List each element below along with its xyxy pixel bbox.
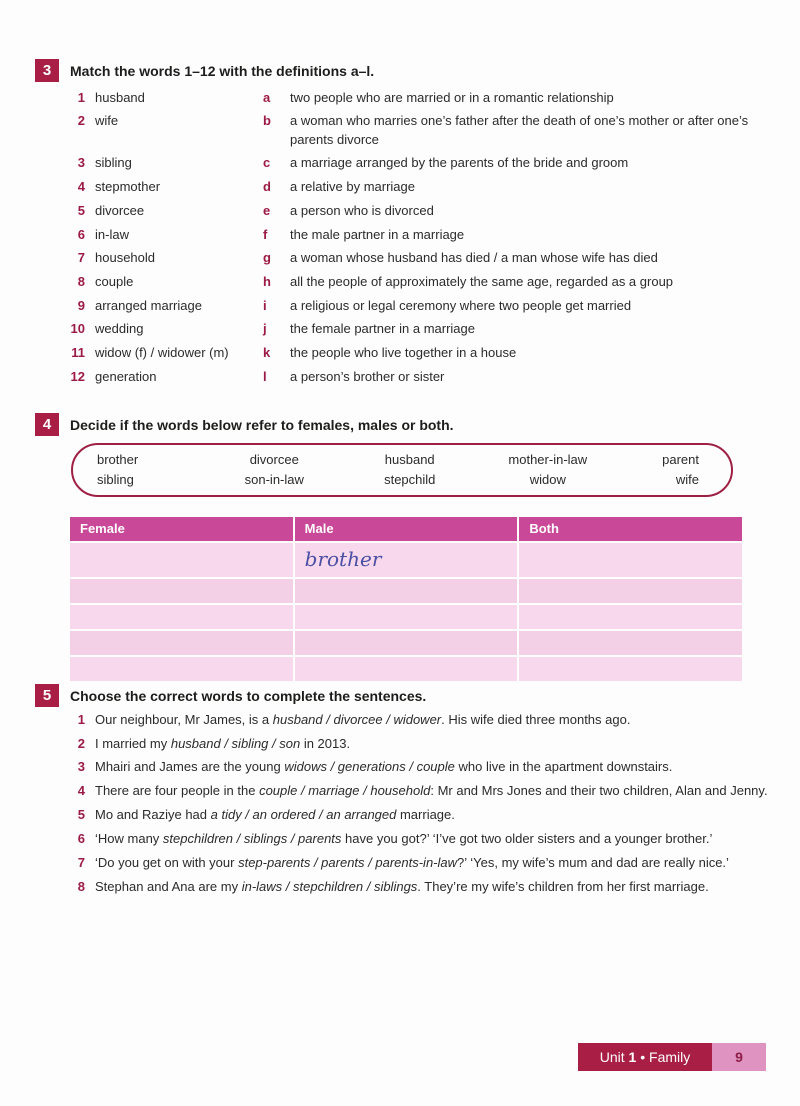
word-box-item: mother-in-law bbox=[508, 452, 588, 467]
option-choices: husband / sibling / son bbox=[170, 735, 301, 751]
word-number: 3 bbox=[77, 155, 85, 171]
sentence-fragment: have you got?’ ‘I’ve got two older sisters and a younger brother.’ bbox=[341, 831, 713, 847]
sentence-number: 2 bbox=[77, 735, 85, 751]
table-cell bbox=[70, 543, 293, 577]
definition-text: all the people of approximately the same age, regarded as a group bbox=[290, 273, 674, 289]
definition-letter: g bbox=[263, 250, 271, 266]
word-box-item: parent bbox=[662, 452, 699, 467]
page-number: 9 bbox=[712, 1043, 766, 1071]
sentence-text bbox=[95, 735, 776, 754]
definition-letter: e bbox=[263, 202, 271, 218]
match-row bbox=[63, 318, 770, 342]
word-box-item: wife bbox=[675, 472, 699, 487]
match-list bbox=[63, 86, 770, 389]
exercise-5-header bbox=[35, 684, 770, 707]
definition-letter: i bbox=[263, 297, 267, 313]
sentence-fragment: in 2013. bbox=[300, 735, 351, 751]
sentence-fragment: Mo and Raziye had bbox=[95, 807, 211, 823]
sentence-row bbox=[63, 708, 776, 732]
definition-text: a person who is divorced bbox=[290, 202, 434, 218]
sentence-fragment: Stephan and Ana are my bbox=[95, 878, 242, 894]
table-row bbox=[70, 605, 742, 629]
sentence-number: 4 bbox=[77, 783, 85, 799]
definition-text: the male partner in a marriage bbox=[290, 226, 465, 242]
sentence-number: 7 bbox=[77, 854, 85, 870]
word-text: divorcee bbox=[95, 202, 145, 218]
definition-text: the female partner in a marriage bbox=[290, 321, 475, 337]
word-box-item: sibling bbox=[97, 472, 134, 487]
definition-letter: b bbox=[263, 113, 271, 129]
sentence-text bbox=[95, 806, 776, 825]
sentence-fragment: . His wife died three months ago. bbox=[441, 711, 631, 727]
exercise-4-badge: 4 bbox=[35, 413, 59, 436]
word-number: 5 bbox=[77, 202, 85, 218]
table-header-cell: Male bbox=[295, 517, 518, 541]
sentence-fragment: Mhairi and James are the young bbox=[95, 759, 285, 775]
match-row bbox=[63, 199, 770, 223]
word-number: 4 bbox=[77, 179, 85, 195]
match-row bbox=[63, 86, 770, 110]
table-row bbox=[70, 543, 742, 577]
sentence-row bbox=[63, 827, 776, 851]
option-choices: step-parents / parents / parents-in-law bbox=[238, 854, 458, 870]
word-box bbox=[71, 443, 733, 497]
sentence-number: 5 bbox=[77, 807, 85, 823]
exercise-4-title: Decide if the words below refer to females, males or both. bbox=[70, 417, 454, 433]
sentence-row bbox=[63, 804, 776, 828]
word-text: stepmother bbox=[95, 179, 161, 195]
sentence-number: 8 bbox=[77, 878, 85, 894]
definition-letter: c bbox=[263, 155, 271, 171]
word-number: 12 bbox=[70, 368, 85, 384]
word-number: 6 bbox=[77, 226, 85, 242]
word-text: widow (f) / widower (m) bbox=[95, 344, 229, 360]
sentence-fragment: : Mr and Mrs Jones and their two children, Alan and Jenny. bbox=[430, 783, 768, 799]
sentence-number: 3 bbox=[77, 759, 85, 775]
table-cell bbox=[295, 579, 518, 603]
sentence-fragment: who live in the apartment downstairs. bbox=[454, 759, 673, 775]
sentence-number: 6 bbox=[77, 831, 85, 847]
sentence-fragment: ‘How many bbox=[95, 831, 163, 847]
word-number: 1 bbox=[77, 89, 85, 105]
word-box-item: divorcee bbox=[249, 452, 299, 467]
definition-text: a woman whose husband has died / a man whose wife has died bbox=[290, 250, 658, 266]
word-box-item: widow bbox=[529, 472, 566, 487]
unit-name: • Family bbox=[636, 1049, 691, 1065]
option-choices: in-laws / stepchildren / siblings bbox=[241, 878, 418, 894]
footer-unit-band bbox=[578, 1043, 712, 1071]
sentence-row bbox=[63, 732, 776, 756]
word-number: 2 bbox=[77, 113, 85, 129]
sentence-text bbox=[95, 711, 776, 730]
table-header-cell: Female bbox=[70, 517, 293, 541]
match-row bbox=[63, 176, 770, 200]
definition-letter: k bbox=[263, 344, 271, 360]
match-row bbox=[63, 341, 770, 365]
match-row bbox=[63, 152, 770, 176]
unit-label: Unit bbox=[599, 1049, 629, 1065]
table-row bbox=[70, 631, 742, 655]
word-text: wedding bbox=[95, 321, 144, 337]
sentence-number: 1 bbox=[77, 711, 85, 727]
table-cell bbox=[295, 657, 518, 681]
word-number: 11 bbox=[71, 344, 85, 360]
definition-letter: f bbox=[263, 226, 268, 242]
sentence-text bbox=[95, 830, 776, 849]
option-choices: husband / divorcee / widower bbox=[272, 711, 442, 727]
word-text: arranged marriage bbox=[95, 297, 202, 313]
word-box-item: brother bbox=[97, 452, 139, 467]
word-text: wife bbox=[95, 113, 119, 129]
sentence-row bbox=[63, 780, 776, 804]
table-header-row bbox=[70, 517, 742, 541]
table-cell bbox=[519, 605, 742, 629]
sentence-text bbox=[95, 854, 776, 873]
word-number: 7 bbox=[77, 250, 85, 266]
option-choices: a tidy / an ordered / an arranged bbox=[210, 807, 397, 823]
table-header-cell: Both bbox=[519, 517, 742, 541]
table-cell bbox=[519, 579, 742, 603]
option-choices: widows / generations / couple bbox=[284, 759, 455, 775]
match-row bbox=[63, 110, 770, 152]
exercise-3-badge: 3 bbox=[35, 59, 59, 82]
sentence-row bbox=[63, 851, 776, 875]
sentence-fragment: Our neighbour, Mr James, is a bbox=[95, 711, 273, 727]
table-cell bbox=[519, 543, 742, 577]
definition-letter: a bbox=[263, 89, 271, 105]
definition-letter: h bbox=[263, 273, 271, 289]
match-row bbox=[63, 223, 770, 247]
table-row bbox=[70, 657, 742, 681]
table-cell bbox=[295, 605, 518, 629]
table-body bbox=[70, 543, 742, 681]
definition-text: the people who live together in a house bbox=[290, 344, 517, 360]
sentence-text bbox=[95, 782, 776, 801]
table-cell bbox=[519, 631, 742, 655]
exercise-4-header bbox=[35, 413, 770, 436]
sentence-fragment: There are four people in the bbox=[95, 783, 260, 799]
exercise-5-badge: 5 bbox=[35, 684, 59, 707]
table-cell bbox=[70, 605, 293, 629]
definition-letter: d bbox=[263, 179, 271, 195]
sentence-fragment: ?’ ‘Yes, my wife’s mum and dad are really nice.’ bbox=[457, 854, 729, 870]
definition-text: a marriage arranged by the parents of the bride and groom bbox=[290, 155, 629, 171]
sentence-fragment: ‘Do you get on with your bbox=[95, 854, 239, 870]
table-cell bbox=[70, 579, 293, 603]
table-cell bbox=[70, 631, 293, 655]
word-text: generation bbox=[95, 368, 157, 384]
word-box-item: stepchild bbox=[384, 472, 436, 487]
sentence-fragment: . They’re my wife’s children from her first marriage. bbox=[417, 878, 709, 894]
word-text: in-law bbox=[95, 226, 129, 242]
word-box-item: husband bbox=[384, 452, 435, 467]
exercise-5-title: Choose the correct words to complete the sentences. bbox=[70, 688, 427, 704]
definition-text: a person’s brother or sister bbox=[290, 368, 445, 384]
definition-text: a relative by marriage bbox=[290, 179, 415, 195]
definition-text: two people who are married or in a romantic relationship bbox=[290, 89, 614, 105]
sentence-text bbox=[95, 758, 776, 777]
word-number: 8 bbox=[77, 273, 85, 289]
definition-text: a woman who marries one’s father after the death of one’s mother or after one’s parents divorce bbox=[290, 113, 749, 147]
sentence-fragment: I married my bbox=[95, 735, 171, 751]
definition-letter: l bbox=[263, 368, 267, 384]
sentence-row bbox=[63, 875, 776, 899]
sentence-list bbox=[63, 708, 776, 899]
word-text: household bbox=[95, 250, 155, 266]
word-text: husband bbox=[95, 89, 145, 105]
option-choices: stepchildren / siblings / parents bbox=[162, 831, 342, 847]
exercise-3-header bbox=[35, 59, 770, 82]
definition-text: a religious or legal ceremony where two people get married bbox=[290, 297, 632, 313]
match-row bbox=[63, 365, 770, 389]
table-cell bbox=[519, 657, 742, 681]
option-choices: couple / marriage / household bbox=[259, 783, 431, 799]
sentence-text bbox=[95, 878, 776, 897]
match-row bbox=[63, 247, 770, 271]
female-male-both-table bbox=[70, 517, 742, 681]
unit-number: 1 bbox=[628, 1049, 637, 1065]
table-cell bbox=[70, 657, 293, 681]
definition-letter: j bbox=[263, 321, 267, 337]
word-box-item: son-in-law bbox=[244, 472, 304, 487]
word-number: 10 bbox=[70, 321, 85, 337]
table-cell bbox=[295, 631, 518, 655]
sentence-fragment: marriage. bbox=[396, 807, 455, 823]
match-row bbox=[63, 294, 770, 318]
word-text: couple bbox=[95, 273, 134, 289]
exercise-3-title: Match the words 1–12 with the definitions a–l. bbox=[70, 63, 375, 79]
word-number: 9 bbox=[77, 297, 85, 313]
match-row bbox=[63, 270, 770, 294]
word-text: sibling bbox=[95, 155, 132, 171]
sentence-row bbox=[63, 756, 776, 780]
handwritten-answer: brother bbox=[295, 543, 518, 577]
table-row bbox=[70, 579, 742, 603]
